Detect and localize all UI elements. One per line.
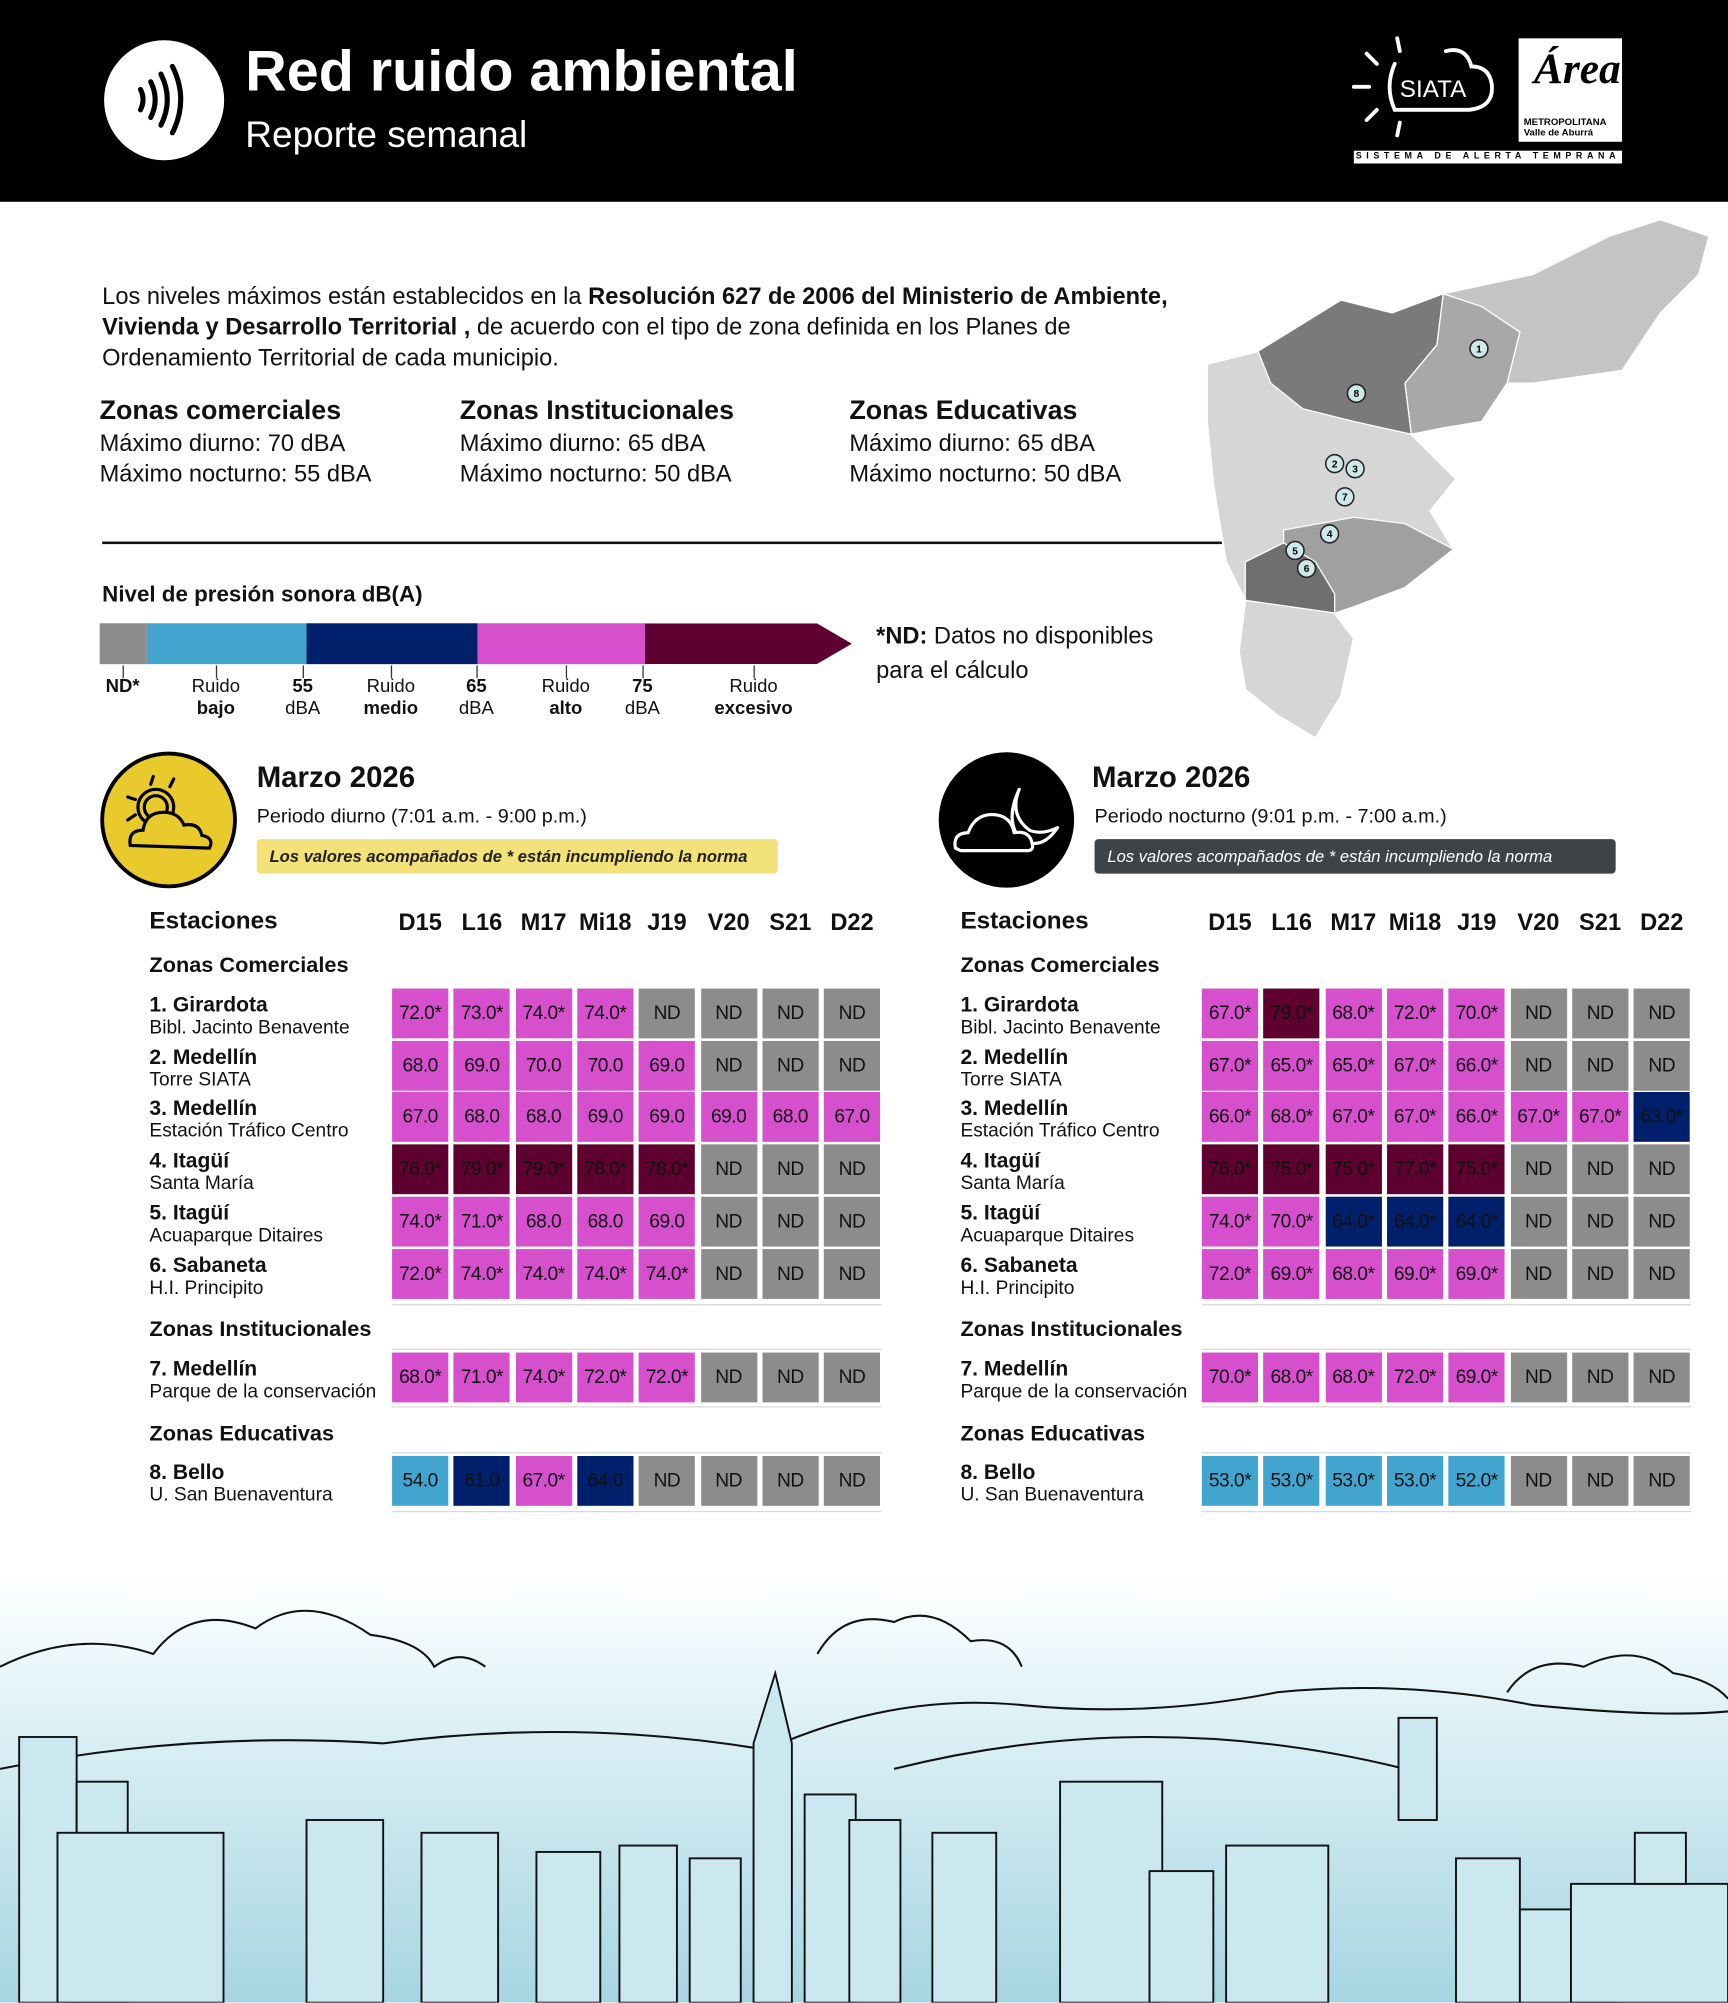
table-cell-m17: 79.0*	[515, 1144, 571, 1194]
table-cell-l16: 61.0	[454, 1456, 510, 1506]
table-cell-l16: 70.0*	[1264, 1197, 1320, 1247]
zone-educational-night: Máximo nocturno: 50 dBA	[849, 459, 1122, 487]
column-header-m17: M17	[1330, 908, 1377, 935]
table-cell-m17: 74.0*	[515, 1249, 571, 1299]
zone-group-header: Zonas Comerciales	[960, 952, 1160, 978]
table-cell-mi18: 77.0*	[1387, 1144, 1443, 1194]
table-cell-d22: ND	[1634, 1144, 1690, 1194]
table-cell-m17: 68.0	[515, 1197, 571, 1247]
table-cell-j19: 69.0*	[1449, 1249, 1505, 1299]
station-name: 3. Medellín	[960, 1097, 1069, 1121]
zone-commercial-day: Máximo diurno: 70 dBA	[99, 429, 346, 456]
night-title: Marzo 2026	[1092, 759, 1251, 794]
table-cell-s21: ND	[762, 989, 818, 1039]
station-name: 3. Medellín	[149, 1097, 258, 1121]
table-cell-d15: 72.0*	[392, 989, 448, 1039]
row-divider	[392, 1511, 881, 1512]
table-cell-l16: 73.0*	[454, 989, 510, 1039]
zone-group-header: Zonas Comerciales	[149, 952, 349, 978]
column-header-l16: L16	[461, 908, 503, 935]
row-divider	[1202, 1349, 1691, 1350]
station-label	[149, 1097, 348, 1143]
nd-note: *ND: Datos no disponibles para el cálculo	[876, 621, 1154, 684]
table-cell-v20: ND	[701, 1144, 757, 1194]
table-cell-mi18: 67.0*	[1387, 1041, 1443, 1091]
table-cell-m17: 65.0*	[1325, 1041, 1381, 1091]
table-cell-d22: ND	[824, 1041, 880, 1091]
table-cell-v20: 69.0	[701, 1092, 757, 1142]
table-cell-s21: 67.0*	[1572, 1092, 1628, 1142]
column-header-s21: S21	[769, 908, 812, 935]
table-cell-j19: 69.0	[639, 1092, 695, 1142]
table-cell-s21: ND	[762, 1144, 818, 1194]
map-marker-5	[1286, 542, 1304, 560]
map-marker-label: 5	[1292, 546, 1298, 558]
zone-educational-day: Máximo diurno: 65 dBA	[849, 429, 1095, 456]
legend-label-55: 55 dBA	[285, 676, 321, 720]
table-cell-s21: ND	[1572, 989, 1628, 1039]
legend-segment-alto	[478, 623, 645, 664]
table-cell-d15: 72.0*	[392, 1249, 448, 1299]
table-cell-m17: 68.0	[515, 1092, 571, 1142]
station-name: 6. Sabaneta	[960, 1254, 1078, 1278]
legend-segment-bajo	[147, 623, 307, 664]
legend-label-nd: ND*	[105, 676, 140, 698]
table-cell-d22: ND	[824, 1456, 880, 1506]
table-cell-d22: ND	[1634, 1041, 1690, 1091]
table-cell-s21: ND	[762, 1249, 818, 1299]
station-location: Santa María	[960, 1172, 1065, 1195]
table-cell-s21: ND	[762, 1197, 818, 1247]
table-cell-v20: ND	[1510, 1249, 1566, 1299]
table-cell-d22: ND	[824, 1144, 880, 1194]
station-location: Acuaparque Ditaires	[149, 1224, 324, 1247]
map-marker-6	[1298, 559, 1316, 577]
table-cell-d15: 53.0*	[1202, 1456, 1258, 1506]
row-divider	[392, 1304, 881, 1305]
station-location: H.I. Principito	[960, 1277, 1075, 1299]
row-divider	[1202, 1304, 1691, 1305]
station-name: 4. Itagüí	[149, 1149, 230, 1173]
table-cell-d22: ND	[1634, 1456, 1690, 1506]
station-label	[149, 1046, 257, 1092]
table-cell-mi18: 69.0	[577, 1092, 633, 1142]
station-location: Estación Tráfico Centro	[960, 1120, 1160, 1142]
station-location: Torre SIATA	[149, 1069, 251, 1091]
row-divider	[1202, 1511, 1691, 1512]
table-cell-mi18: 72.0*	[577, 1353, 633, 1403]
legend-title: Nivel de presión sonora dB(A)	[102, 581, 423, 607]
station-name: 8. Bello	[149, 1461, 225, 1485]
table-cell-d15: 74.0*	[392, 1197, 448, 1247]
zone-institutional-title: Zonas Institucionales	[459, 395, 735, 426]
map-marker-7	[1336, 488, 1354, 506]
city-skyline-illustration	[0, 1577, 1728, 2002]
column-header-mi18: Mi18	[578, 908, 632, 935]
table-cell-mi18: 64.0	[577, 1456, 633, 1506]
table-cell-v20: ND	[701, 1249, 757, 1299]
table-cell-d22: 67.0	[824, 1092, 880, 1142]
table-cell-j19: 66.0*	[1449, 1041, 1505, 1091]
map-marker-8	[1347, 384, 1365, 402]
table-cell-mi18: 53.0*	[1387, 1456, 1443, 1506]
station-location: Bibl. Jacinto Benavente	[149, 1016, 350, 1039]
table-cell-v20: ND	[1510, 1353, 1566, 1403]
map-marker-label: 6	[1303, 564, 1310, 576]
table-cell-l16: 68.0*	[1264, 1353, 1320, 1403]
station-name: 1. Girardota	[960, 993, 1079, 1017]
table-cell-l16: 69.0	[454, 1041, 510, 1091]
table-cell-l16: 75.0*	[1264, 1144, 1320, 1194]
table-cell-s21: ND	[1572, 1041, 1628, 1091]
legend-label-bajo: Ruido bajo	[191, 676, 241, 720]
table-cell-d15: 76.0*	[1202, 1144, 1258, 1194]
table-cell-m17: 53.0*	[1325, 1456, 1381, 1506]
table-cell-d15: 67.0	[392, 1092, 448, 1142]
zone-institutional-day: Máximo diurno: 65 dBA	[459, 429, 706, 456]
table-cell-d15: 68.0*	[392, 1353, 448, 1403]
table-cell-d22: ND	[1634, 1353, 1690, 1403]
zone-group-header: Zonas Educativas	[149, 1421, 335, 1446]
table-cell-j19: 69.0	[639, 1041, 695, 1091]
stations-column-header: Estaciones	[149, 908, 278, 935]
station-label	[149, 1254, 266, 1300]
station-label	[149, 1461, 332, 1507]
table-cell-d22: ND	[824, 1249, 880, 1299]
table-cell-j19: 70.0*	[1449, 989, 1505, 1039]
legend-label-alto: Ruido alto	[541, 676, 590, 720]
station-name: 5. Itagüí	[960, 1201, 1041, 1225]
zone-educational-title: Zonas Educativas	[849, 395, 1078, 426]
table-cell-l16: 53.0*	[1264, 1456, 1320, 1506]
table-cell-v20: ND	[1510, 1144, 1566, 1194]
table-cell-m17: 68.0*	[1325, 1353, 1381, 1403]
table-cell-l16: 79.0*	[1264, 989, 1320, 1039]
table-cell-v20: ND	[701, 1041, 757, 1091]
station-label	[960, 1461, 1143, 1507]
station-label	[960, 994, 1160, 1040]
sound-wave-icon	[102, 38, 226, 162]
station-name: 6. Sabaneta	[149, 1254, 267, 1278]
siata-logo-text: SIATA	[1399, 76, 1467, 104]
zone-group-header: Zonas Educativas	[960, 1421, 1146, 1446]
table-cell-d15: 67.0*	[1202, 1041, 1258, 1091]
sun-cloud-icon	[100, 751, 238, 889]
station-location: Estación Tráfico Centro	[149, 1120, 349, 1142]
table-cell-m17: 75.0*	[1325, 1144, 1381, 1194]
table-cell-l16: 79.0*	[454, 1144, 510, 1194]
table-cell-l16: 71.0*	[454, 1197, 510, 1247]
table-cell-s21: 68.0	[762, 1092, 818, 1142]
table-cell-v20: ND	[1510, 1197, 1566, 1247]
table-cell-mi18: 72.0*	[1387, 989, 1443, 1039]
table-cell-j19: 64.0*	[1449, 1197, 1505, 1247]
station-location: U. San Buenaventura	[960, 1484, 1144, 1506]
map-marker-label: 8	[1353, 389, 1360, 401]
legend-segment-nd	[100, 623, 147, 664]
map-marker-3	[1346, 460, 1364, 478]
table-cell-d15: 74.0*	[1202, 1197, 1258, 1247]
table-cell-d15: 76.0*	[392, 1144, 448, 1194]
table-cell-mi18: 74.0*	[577, 1249, 633, 1299]
station-name: 1. Girardota	[149, 993, 268, 1017]
table-cell-s21: ND	[1572, 1197, 1628, 1247]
table-cell-j19: 69.0*	[1449, 1353, 1505, 1403]
legend-segment-excesivo	[645, 623, 852, 664]
page-subtitle: Reporte semanal	[245, 114, 528, 156]
map-marker-label: 1	[1476, 344, 1482, 356]
table-cell-v20: ND	[701, 1456, 757, 1506]
table-cell-v20: ND	[701, 1197, 757, 1247]
station-name: 2. Medellín	[149, 1046, 258, 1070]
table-cell-l16: 65.0*	[1264, 1041, 1320, 1091]
station-name: 7. Medellín	[960, 1357, 1069, 1381]
valle-aburra-map	[1194, 211, 1718, 747]
map-marker-label: 2	[1331, 459, 1338, 471]
station-name: 2. Medellín	[960, 1046, 1069, 1070]
station-name: 8. Bello	[960, 1461, 1036, 1485]
station-label	[960, 1254, 1077, 1300]
table-cell-l16: 69.0*	[1264, 1249, 1320, 1299]
legend-label-65: 65 dBA	[458, 676, 494, 720]
column-header-l16: L16	[1271, 908, 1312, 935]
station-location: Acuaparque Ditaires	[960, 1224, 1135, 1247]
table-cell-j19: 72.0*	[639, 1353, 695, 1403]
map-marker-2	[1326, 455, 1344, 473]
table-cell-j19: ND	[639, 1456, 695, 1506]
station-label	[149, 1202, 323, 1248]
table-cell-s21: ND	[762, 1041, 818, 1091]
table-cell-mi18: 74.0*	[577, 989, 633, 1039]
table-cell-v20: ND	[701, 1353, 757, 1403]
table-cell-s21: ND	[1572, 1353, 1628, 1403]
table-cell-v20: 67.0*	[1510, 1092, 1566, 1142]
row-divider	[392, 1349, 881, 1350]
row-divider	[392, 1406, 881, 1407]
day-title: Marzo 2026	[256, 759, 416, 794]
table-cell-d22: ND	[824, 1353, 880, 1403]
area-metropolitana-logo: Área METROPOLITANA Valle de Aburrá	[1519, 38, 1622, 141]
column-header-mi18: Mi18	[1388, 908, 1442, 935]
zone-group-header: Zonas Institucionales	[149, 1316, 372, 1342]
zone-group-header: Zonas Institucionales	[960, 1316, 1183, 1342]
table-cell-m17: 74.0*	[515, 1353, 571, 1403]
table-cell-d15: 67.0*	[1202, 989, 1258, 1039]
table-cell-mi18: 70.0	[577, 1041, 633, 1091]
column-header-d22: D22	[830, 908, 874, 935]
station-label	[960, 1149, 1064, 1195]
table-cell-mi18: 72.0*	[1387, 1353, 1443, 1403]
table-cell-m17: 67.0*	[1325, 1092, 1381, 1142]
night-period: Periodo nocturno (9:01 p.m. - 7:00 a.m.)	[1094, 805, 1447, 828]
table-cell-d22: ND	[824, 1197, 880, 1247]
table-cell-d15: 54.0	[392, 1456, 448, 1506]
map-marker-4	[1321, 525, 1339, 543]
table-cell-m17: 68.0*	[1325, 1249, 1381, 1299]
table-cell-m17: 67.0*	[515, 1456, 571, 1506]
header-bar	[0, 0, 1728, 202]
map-marker-label: 3	[1352, 464, 1358, 476]
table-cell-m17: 64.0*	[1325, 1197, 1381, 1247]
station-label	[960, 1358, 1187, 1404]
station-location: U. San Buenaventura	[149, 1484, 333, 1506]
column-header-d22: D22	[1640, 908, 1684, 935]
table-cell-j19: 69.0	[639, 1197, 695, 1247]
table-cell-d22: ND	[1634, 1249, 1690, 1299]
table-cell-d15: 72.0*	[1202, 1249, 1258, 1299]
zone-institutional-night: Máximo nocturno: 50 dBA	[459, 459, 732, 487]
moon-cloud-icon	[937, 751, 1075, 889]
day-norm-badge: Los valores acompañados de * están incumpliendo la norma	[257, 839, 778, 873]
station-label	[149, 994, 349, 1040]
legend-label-75: 75 dBA	[624, 676, 660, 720]
table-cell-s21: ND	[1572, 1144, 1628, 1194]
table-cell-d15: 66.0*	[1202, 1092, 1258, 1142]
intro-paragraph: Los niveles máximos están establecidos en la Resolución 627 de 2006 del Ministerio de Ambiente, Vivienda y Desarrollo Territorial , de acuerdo con el tipo de zona definida en los Planes de Ordenamiento Territorial de cada municipio.	[102, 282, 1168, 371]
station-label	[149, 1358, 376, 1404]
table-cell-j19: 66.0*	[1449, 1092, 1505, 1142]
legend-label-excesivo: Ruido excesivo	[714, 676, 793, 720]
stations-column-header: Estaciones	[960, 908, 1089, 935]
table-cell-mi18: 68.0	[577, 1197, 633, 1247]
table-cell-m17: 70.0	[515, 1041, 571, 1091]
column-header-v20: V20	[707, 908, 750, 935]
station-location: Parque de la conservación	[149, 1380, 377, 1403]
zone-commercial-title: Zonas comerciales	[99, 395, 342, 426]
legend-segment-medio	[307, 623, 478, 664]
zone-commercial-night: Máximo nocturno: 55 dBA	[99, 459, 372, 487]
table-cell-j19: ND	[639, 989, 695, 1039]
table-cell-d22: ND	[824, 989, 880, 1039]
legend-label-medio: Ruido medio	[363, 676, 419, 720]
table-cell-j19: 75.0*	[1449, 1144, 1505, 1194]
table-cell-m17: 74.0*	[515, 989, 571, 1039]
table-cell-l16: 68.0	[454, 1092, 510, 1142]
logo-strip: SISTEMA DE ALERTA TEMPRANA	[1354, 151, 1622, 164]
station-name: 5. Itagüí	[149, 1201, 230, 1225]
station-name: 4. Itagüí	[960, 1149, 1041, 1173]
table-cell-d22: ND	[1634, 989, 1690, 1039]
table-cell-s21: ND	[762, 1456, 818, 1506]
table-cell-d22: ND	[1634, 1197, 1690, 1247]
table-cell-mi18: 67.0*	[1387, 1092, 1443, 1142]
table-cell-mi18: 69.0*	[1387, 1249, 1443, 1299]
column-header-d15: D15	[1208, 908, 1252, 935]
station-location: Bibl. Jacinto Benavente	[960, 1016, 1161, 1039]
column-header-v20: V20	[1517, 908, 1560, 935]
column-header-d15: D15	[398, 908, 442, 935]
row-divider	[1202, 1452, 1691, 1453]
column-header-j19: J19	[647, 908, 687, 935]
table-cell-mi18: 64.0*	[1387, 1197, 1443, 1247]
column-header-j19: J19	[1456, 908, 1497, 935]
table-cell-s21: ND	[762, 1353, 818, 1403]
table-cell-v20: ND	[1510, 1456, 1566, 1506]
table-cell-s21: ND	[1572, 1249, 1628, 1299]
map-marker-label: 7	[1342, 492, 1348, 504]
table-cell-d22: 63.0*	[1634, 1092, 1690, 1142]
station-label	[960, 1202, 1134, 1248]
table-cell-j19: 78.0*	[639, 1144, 695, 1194]
row-divider	[392, 1452, 881, 1453]
station-location: Torre SIATA	[960, 1069, 1062, 1091]
table-cell-j19: 74.0*	[639, 1249, 695, 1299]
table-cell-mi18: 78.0*	[577, 1144, 633, 1194]
table-cell-v20: ND	[1510, 1041, 1566, 1091]
table-cell-m17: 68.0*	[1325, 989, 1381, 1039]
station-location: Parque de la conservación	[960, 1380, 1188, 1403]
table-cell-d15: 70.0*	[1202, 1353, 1258, 1403]
station-location: H.I. Principito	[149, 1277, 264, 1299]
station-label	[149, 1149, 253, 1195]
siata-logo	[1351, 36, 1499, 143]
table-cell-l16: 71.0*	[454, 1353, 510, 1403]
table-cell-l16: 68.0*	[1264, 1092, 1320, 1142]
table-cell-s21: ND	[1572, 1456, 1628, 1506]
day-period: Periodo diurno (7:01 a.m. - 9:00 p.m.)	[256, 805, 587, 828]
table-cell-v20: ND	[1510, 989, 1566, 1039]
row-divider	[1202, 1406, 1691, 1407]
table-cell-v20: ND	[701, 989, 757, 1039]
station-location: Santa María	[149, 1172, 254, 1195]
station-label	[960, 1046, 1068, 1092]
station-name: 7. Medellín	[149, 1357, 258, 1381]
column-header-s21: S21	[1579, 908, 1622, 935]
map-marker-label: 4	[1326, 529, 1333, 541]
column-header-m17: M17	[520, 908, 567, 935]
divider	[102, 542, 1245, 545]
night-norm-badge: Los valores acompañados de * están incumpliendo la norma	[1095, 839, 1616, 873]
station-label	[960, 1097, 1159, 1143]
page-title: Red ruido ambiental	[245, 38, 798, 104]
table-cell-l16: 74.0*	[454, 1249, 510, 1299]
map-marker-1	[1470, 340, 1488, 358]
table-cell-d15: 68.0	[392, 1041, 448, 1091]
table-cell-j19: 52.0*	[1449, 1456, 1505, 1506]
